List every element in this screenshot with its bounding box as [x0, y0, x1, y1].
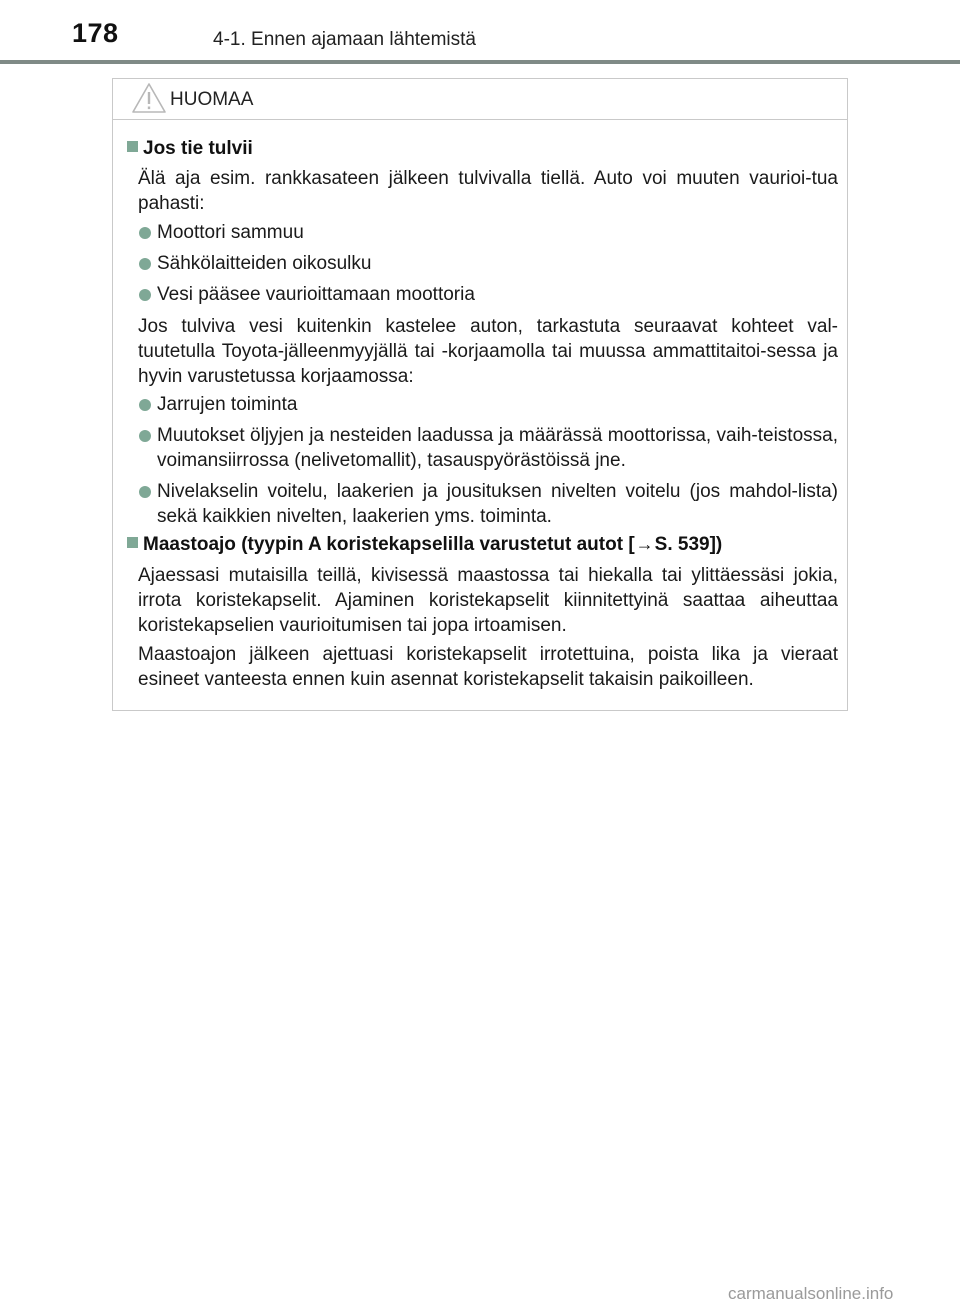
square-bullet-icon	[127, 537, 138, 548]
page-number: 178	[72, 18, 119, 48]
page-reference-link[interactable]: S. 539])	[654, 534, 723, 555]
square-bullet-icon	[127, 141, 138, 152]
list-item: Nivelakselin voitelu, laakerien ja jousituksen nivelten voitelu (jos mahdol-lista) sekä kaikkien nivelten, laakerien yms. toiminta.	[138, 479, 838, 529]
list-item: Vesi pääsee vaurioittamaan moottoria	[138, 282, 838, 307]
paragraph-flood-intro: Älä aja esim. rankkasateen jälkeen tulvivalla tiellä. Auto voi muuten vaurioi-tua pahasti:	[138, 168, 838, 214]
page-header	[0, 0, 960, 66]
section-heading-flooded-road	[127, 138, 253, 160]
chapter-title: 4-1. Ennen ajamaan lähtemistä	[213, 29, 476, 50]
list-item: Muutokset öljyjen ja nesteiden laadussa ja määrässä moottorissa, vaih-teistossa, voimansiirrossa (nelivetomallit), tasauspyörästöissä jne.	[138, 423, 838, 473]
warning-triangle-icon	[131, 82, 167, 114]
notice-header	[113, 79, 847, 120]
round-bullet-icon	[139, 227, 151, 239]
notice-title: HUOMAA	[170, 89, 254, 110]
paragraph-offroad-warning: Ajaessasi mutaisilla teillä, kivisessä maastossa tai hiekalla tai ylittäessäsi jokia, irrota koristekapselit. Ajaminen koristekapselit kiinnitettyinä saattaa aiheuttaa koristekapselien vaurioitumisen tai jopa irtoamisen.	[138, 565, 838, 636]
round-bullet-icon	[139, 258, 151, 270]
section-heading-offroad: Maastoajo (tyypin A koristekapselilla varustetut autot [→S. 539])	[127, 534, 722, 556]
round-bullet-icon	[139, 289, 151, 301]
list-item: Moottori sammuu	[138, 220, 838, 245]
paragraph-flood-inspection: Jos tulviva vesi kuitenkin kastelee auton, tarkastuta seuraavat kohteet val-tuutetulla Toyota-jälleenmyyjällä tai -korjaamolla tai muussa ammattitaitoi-sessa ja hyvin varustetussa korjaamossa:	[138, 316, 838, 387]
round-bullet-icon	[139, 430, 151, 442]
header-rule	[0, 60, 960, 64]
section-heading-text: Jos tie tulvii	[143, 138, 253, 159]
round-bullet-icon	[139, 486, 151, 498]
watermark: carmanualsonline.info	[728, 1284, 894, 1303]
round-bullet-icon	[139, 399, 151, 411]
notice-box	[112, 78, 848, 711]
arrow-right-icon: →	[635, 534, 654, 554]
list-item: Jarrujen toiminta	[138, 392, 838, 417]
paragraph-offroad-after: Maastoajon jälkeen ajettuasi koristekapselit irrotettuina, poista lika ja vieraat esineet vanteesta ennen kuin asennat koristekapselit takaisin paikoilleen.	[138, 644, 838, 690]
list-item: Sähkölaitteiden oikosulku	[138, 251, 838, 276]
